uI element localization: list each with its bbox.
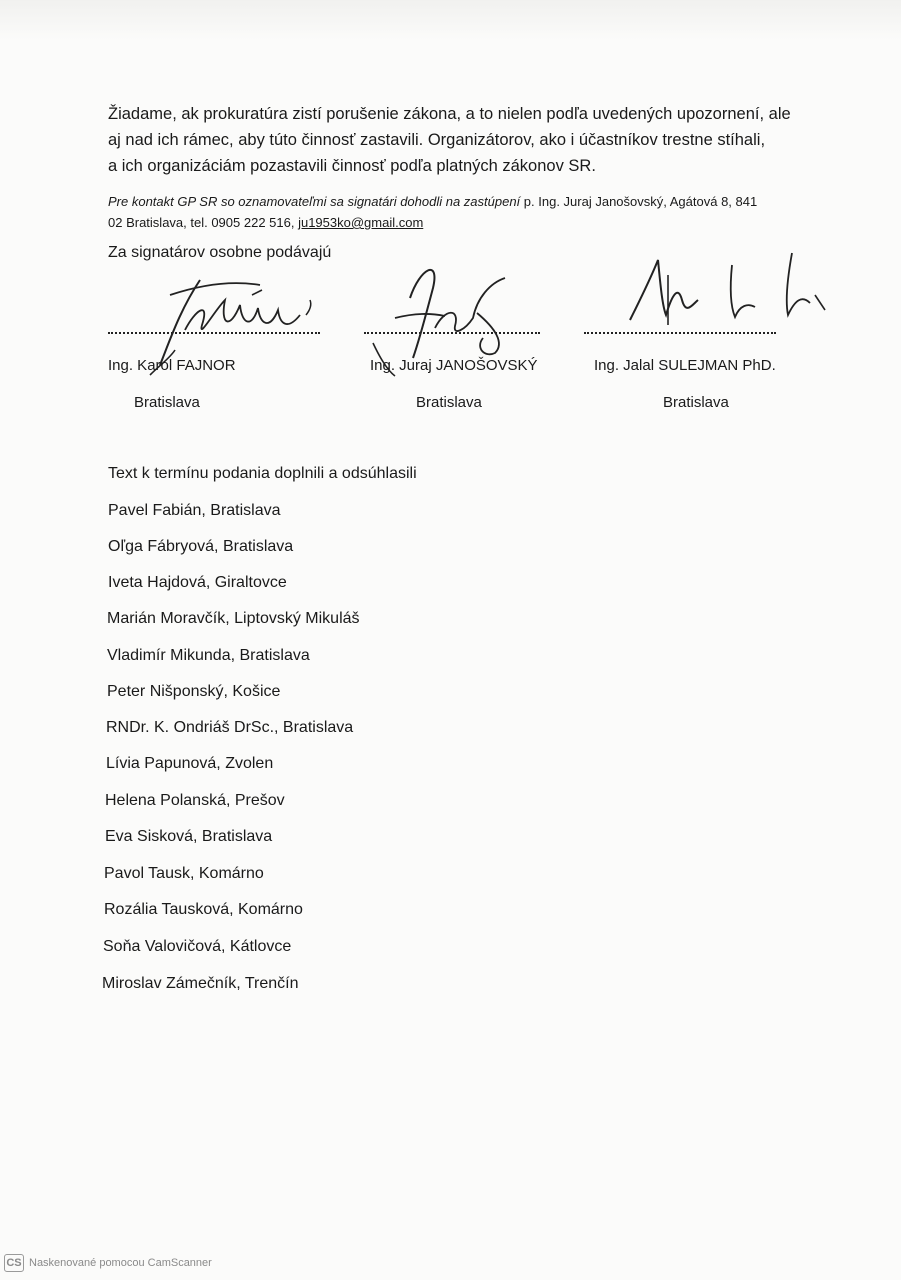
signatory-city: Bratislava — [416, 394, 482, 411]
signature-line-3 — [584, 332, 776, 334]
list-item: RNDr. K. Ondriáš DrSc., Bratislava — [106, 719, 354, 736]
paragraph-line: a ich organizáciám pozastavili činnosť podľa platných zákonov SR. — [108, 157, 596, 175]
signatory-name: Ing. Jalal SULEJMAN PhD. — [594, 357, 776, 374]
list-item: Marián Moravčík, Liptovský Mikuláš — [107, 610, 360, 627]
list-item: Miroslav Zámečník, Trenčín — [102, 975, 299, 992]
list-item: Vladimír Mikunda, Bratislava — [107, 647, 310, 664]
signature-line-2 — [364, 332, 540, 334]
list-item: Lívia Papunová, Zvolen — [106, 755, 274, 772]
signatories-intro: Za signatárov osobne podávajú — [108, 244, 332, 261]
paragraph-line: aj nad ich rámec, aby túto činnosť zastavili. Organizátorov, ako i účastníkov trestne stíhali, — [108, 131, 766, 149]
list-item: Eva Sisková, Bratislava — [105, 828, 273, 845]
contact-line-2 — [108, 212, 808, 233]
list-item: Soňa Valovičová, Kátlovce — [103, 938, 292, 955]
signatory-city: Bratislava — [134, 394, 200, 411]
list-item: Rozália Tausková, Komárno — [104, 901, 303, 918]
contact-phone: 02 Bratislava, tel. 0905 222 516, — [108, 215, 299, 230]
request-paragraph — [108, 101, 808, 179]
signatory-name: Ing. Juraj JANOŠOVSKÝ — [370, 357, 538, 374]
signatory-name: Ing. Karol FAJNOR — [108, 357, 236, 374]
list-item: Oľga Fábryová, Bratislava — [108, 538, 294, 555]
list-item: Iveta Hajdová, Giraltovce — [108, 574, 287, 591]
paragraph-line: Žiadame, ak prokuratúra zistí porušenie zákona, a to nielen podľa uvedených upozornení, ale — [108, 105, 791, 123]
contact-email: ju1953ko@gmail.com — [298, 215, 424, 230]
contact-line-1 — [108, 191, 808, 212]
camscanner-logo-icon: CS — [4, 1254, 24, 1272]
list-item: Pavol Tausk, Komárno — [104, 865, 264, 882]
camscanner-watermark — [4, 1254, 212, 1272]
supporters-heading: Text k termínu podania doplnili a odsúhlasili — [108, 465, 417, 482]
list-item: Helena Polanská, Prešov — [105, 792, 285, 809]
signature-sulejman — [620, 245, 830, 340]
contact-note — [108, 191, 808, 233]
list-item: Peter Nišponský, Košice — [107, 683, 281, 700]
signatory-city: Bratislava — [663, 394, 729, 411]
signature-line-1 — [108, 332, 320, 334]
contact-address: p. Ing. Juraj Janošovský, Agátová 8, 841 — [520, 194, 758, 209]
camscanner-text: Naskenované pomocou CamScanner — [29, 1257, 212, 1269]
contact-intro: Pre kontakt GP SR so oznamovateľmi sa signatári dohodli na zastúpení — [108, 194, 521, 209]
list-item: Pavel Fabián, Bratislava — [108, 502, 281, 519]
